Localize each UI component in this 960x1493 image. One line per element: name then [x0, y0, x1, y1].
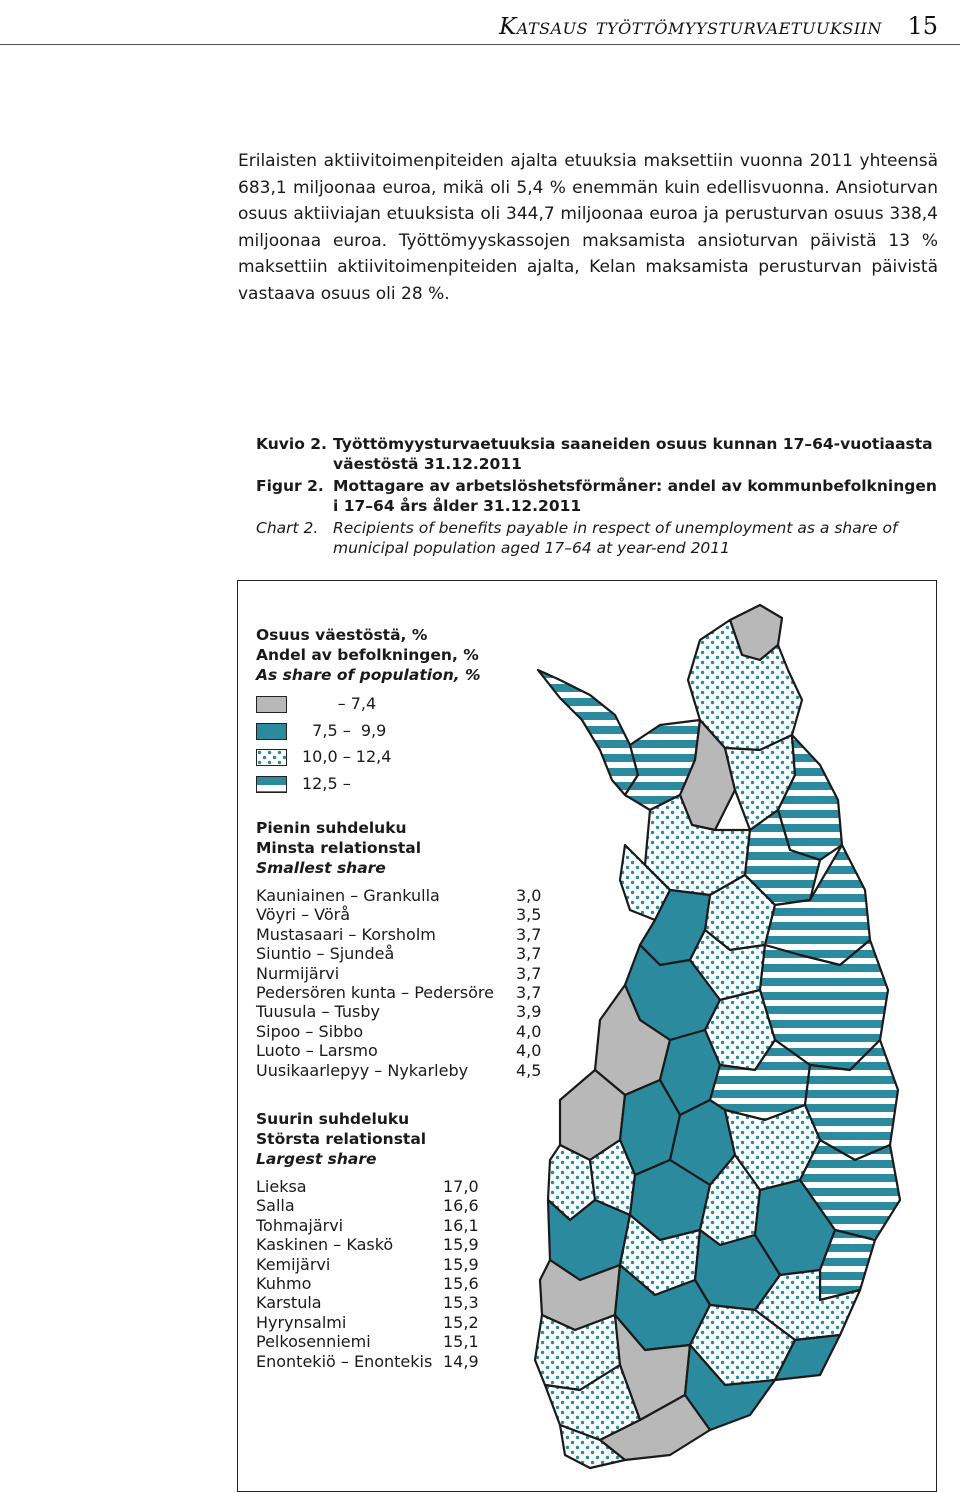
table-row [256, 886, 542, 905]
row-name: Luoto – Larsmo [256, 1041, 378, 1061]
smallest-table [256, 886, 542, 1080]
row-name: Sipoo – Sibbo [256, 1021, 364, 1041]
table-row [256, 1215, 479, 1235]
row-value: 16,1 [443, 1215, 479, 1235]
body-paragraph: Erilaisten aktiivitoimenpiteiden ajalta etuuksia maksettiin vuonna 2011 yhteensä 683,1 miljoonaa euroa, mikä oli 5,4 % enemmän kuin edellisvuonna. Ansioturvan osuus aktiiviajan etuuksista oli 344,7 miljoonaa euroa ja perusturvan osuus 338,4 miljoonaa euroa. Työttömyyskassojen maksamista ansioturvan päivistä 13 % maksettiin aktiivitoimenpiteiden ajalta, Kelan maksamista perusturvan päivistä vastaava osuus oli 28 %. [238, 151, 938, 304]
row-value: 4,0 [516, 1041, 542, 1061]
table-row [256, 1041, 542, 1061]
largest-heading-fi: Suurin suhdeluku [256, 1110, 410, 1128]
caption-fi [256, 434, 946, 474]
row-value: 14,9 [443, 1351, 479, 1371]
row-name: Karstula [256, 1293, 322, 1313]
row-name: Enontekiö – Enontekis [256, 1351, 433, 1371]
table-row [256, 1060, 542, 1080]
caption-sv [256, 476, 946, 516]
row-value: 4,0 [516, 1021, 542, 1041]
row-value: 15,2 [443, 1312, 479, 1332]
row-value: 3,9 [516, 1002, 542, 1022]
smallest-heading-sv: Minsta relationstal [256, 839, 422, 857]
row-name: Salla [256, 1196, 295, 1216]
row-name: Kauniainen – Grankulla [256, 886, 440, 905]
row-name: Kuhmo [256, 1273, 312, 1293]
row-value: 15,9 [443, 1235, 479, 1255]
caption-en-label: Chart 2. [256, 519, 319, 537]
row-value: 3,7 [516, 963, 542, 983]
page-number: 15 [907, 12, 938, 40]
table-row [256, 1254, 479, 1274]
row-value: 3,7 [516, 924, 542, 944]
legend-range: 10,0 – 12,4 [302, 747, 392, 766]
region-enontekio [538, 670, 638, 795]
table-row [256, 982, 542, 1002]
smallest-heading [256, 818, 421, 878]
table-row [256, 924, 542, 944]
row-value: 3,7 [516, 982, 542, 1002]
table-row [256, 1177, 479, 1196]
row-name: Uusikaarlepyy – Nykarleby [256, 1060, 469, 1080]
running-header-title: Katsaus työttömyysturvaetuuksiin [499, 14, 882, 40]
table-row [256, 1021, 542, 1041]
legend-swatch-teal [256, 723, 287, 740]
row-name: Kaskinen – Kaskö [256, 1235, 394, 1255]
legend-heading-en: As share of population, % [256, 666, 481, 684]
row-value: 3,5 [516, 905, 542, 925]
largest-heading [256, 1109, 426, 1169]
table-row [256, 1196, 479, 1216]
legend-heading-sv: Andel av befolkningen, % [256, 646, 479, 664]
table-row [256, 1002, 542, 1022]
row-value: 3,7 [516, 944, 542, 964]
row-value: 15,3 [443, 1293, 479, 1313]
legend-range: 12,5 – [302, 773, 351, 793]
largest-heading-sv: Största relationstal [256, 1130, 427, 1148]
row-value: 4,5 [516, 1060, 542, 1080]
row-name: Tuusula – Tusby [256, 1002, 380, 1022]
row-name: Mustasaari – Korsholm [256, 924, 436, 944]
legend-range: 7,5 – 9,9 [302, 720, 387, 740]
row-value: 15,1 [443, 1332, 479, 1352]
table-row [256, 1351, 479, 1371]
smallest-heading-en: Smallest share [256, 859, 386, 877]
table-row [256, 1332, 479, 1352]
caption-en [256, 518, 946, 558]
row-value: 17,0 [443, 1177, 479, 1196]
legend-swatch-stripes [256, 776, 287, 793]
row-name: Vöyri – Vörå [256, 905, 351, 925]
header-rule [0, 44, 960, 45]
row-name: Pelkosenniemi [256, 1332, 371, 1352]
smallest-heading-fi: Pienin suhdeluku [256, 819, 407, 837]
row-name: Tohmajärvi [256, 1215, 344, 1235]
row-name: Pedersören kunta – Pedersöre [256, 982, 494, 1002]
row-name: Kemijärvi [256, 1254, 331, 1274]
figure-captions [256, 434, 946, 560]
caption-fi-text: Työttömyysturvaetuuksia saaneiden osuus kunnan 17–64-vuotiaasta väestöstä 31.12.2011 [333, 435, 933, 473]
row-name: Siuntio – Sjundeå [256, 944, 395, 964]
table-row [256, 1235, 479, 1255]
caption-fi-label: Kuvio 2. [256, 435, 327, 453]
table-row [256, 1293, 479, 1313]
table-row [256, 944, 542, 964]
caption-sv-label: Figur 2. [256, 477, 324, 495]
row-value: 16,6 [443, 1196, 479, 1216]
finland-map [520, 600, 930, 1480]
table-row [256, 1312, 479, 1332]
row-value: 3,0 [516, 886, 542, 905]
largest-table [256, 1177, 479, 1371]
row-value: 15,6 [443, 1273, 479, 1293]
legend-heading-fi: Osuus väestöstä, % [256, 626, 428, 644]
largest-heading-en: Largest share [256, 1150, 377, 1168]
table-row [256, 963, 542, 983]
caption-sv-text: Mottagare av arbetslöshetsförmåner: andel av kommunbefolkningen i 17–64 års ålder 31.12.2011 [333, 477, 937, 515]
caption-en-text: Recipients of benefits payable in respect of unemployment as a share of municipal population aged 17–64 at year-end 2011 [333, 519, 898, 557]
row-name: Hyrynsalmi [256, 1312, 347, 1332]
legend-swatch-dots [256, 749, 287, 766]
table-row [256, 1273, 479, 1293]
legend-swatch-gray [256, 696, 287, 713]
row-name: Lieksa [256, 1177, 307, 1196]
row-value: 15,9 [443, 1254, 479, 1274]
legend-range: – 7,4 [302, 694, 377, 713]
row-name: Nurmijärvi [256, 963, 340, 983]
table-row [256, 905, 542, 925]
legend-heading [256, 625, 481, 685]
